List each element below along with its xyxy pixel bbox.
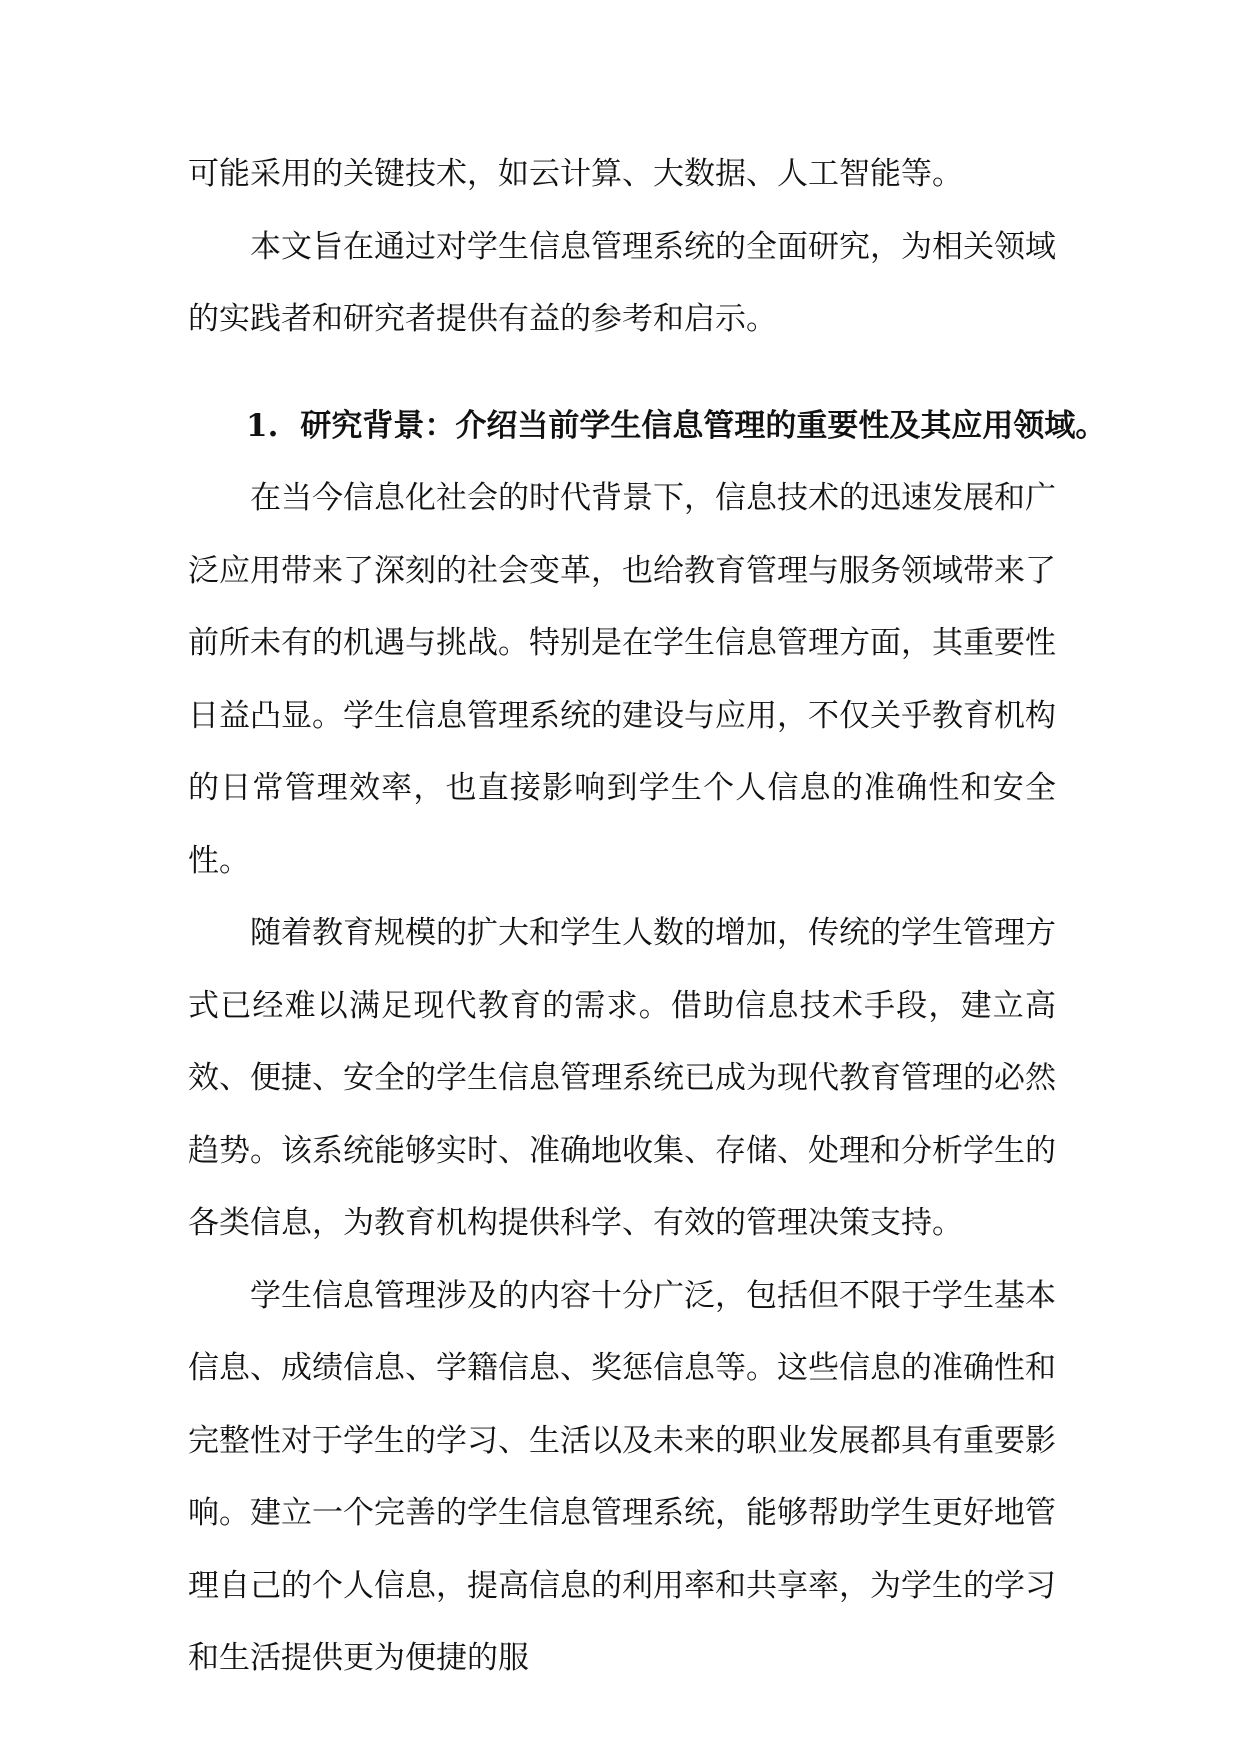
paragraph-trend: 随着教育规模的扩大和学生人数的增加，传统的学生管理方式已经难以满足现代教育的需求。借助信息技术手段，建立高效、便捷、安全的学生信息管理系统已成为现代教育管理的必然趋势。该系统能够实时、准确地收集、存储、处理和分析学生的各类信息，为教育机构提供科学、有效的管理决策支持。 xyxy=(188,915,1056,1241)
section-number: 1. xyxy=(246,407,279,444)
paragraph-continuation: 可能采用的关键技术，如云计算、大数据、人工智能等。 xyxy=(188,156,963,192)
section-heading xyxy=(188,390,1107,463)
paragraph-background: 在当今信息化社会的时代背景下，信息技术的迅速发展和广泛应用带来了深刻的社会变革，也给教育管理与服务领域带来了前所未有的机遇与挑战。特别是在学生信息管理方面，其重要性日益凸显。学生信息管理系统的建设与应用，不仅关乎教育机构的日常管理效率，也直接影响到学生个人信息的准确性和安全性。 xyxy=(188,480,1056,879)
document-body xyxy=(188,138,1107,1695)
section-title: 研究背景：介绍当前学生信息管理的重要性及其应用领域。 xyxy=(300,407,1107,444)
paragraph-purpose: 本文旨在通过对学生信息管理系统的全面研究，为相关领域的实践者和研究者提供有益的参考和启示。 xyxy=(188,228,1056,337)
paragraph-content-scope: 学生信息管理涉及的内容十分广泛，包括但不限于学生基本信息、成绩信息、学籍信息、奖惩信息等。这些信息的准确性和完整性对于学生的学习、生活以及未来的职业发展都具有重要影响。建立一个完善的学生信息管理系统，能够帮助学生更好地管理自己的个人信息，提高信息的利用率和共享率，为学生的学习和生活提供更为便捷的服 xyxy=(188,1277,1056,1676)
